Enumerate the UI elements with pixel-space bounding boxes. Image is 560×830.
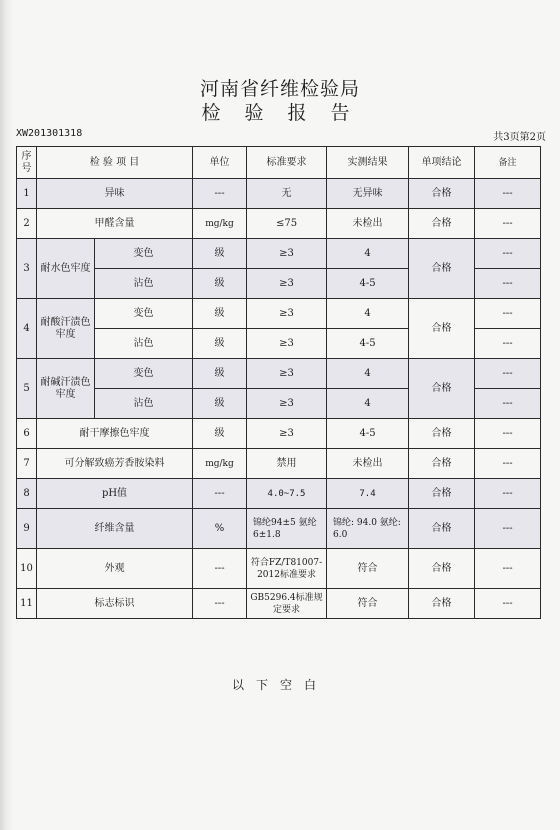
cell-remark: --- xyxy=(475,329,541,359)
cell-unit: 级 xyxy=(193,239,247,269)
cell-unit: --- xyxy=(193,589,247,619)
cell-unit: % xyxy=(193,509,247,549)
cell-result: 4 xyxy=(327,389,409,419)
table-row xyxy=(17,509,541,549)
cell-standard: ≥3 xyxy=(247,299,327,329)
col-seq: 序号 xyxy=(17,147,37,179)
cell-item: 甲醛含量 xyxy=(37,209,193,239)
cell-remark: --- xyxy=(475,549,541,589)
cell-conclusion: 合格 xyxy=(409,299,475,359)
cell-seq: 11 xyxy=(17,589,37,619)
cell-seq: 2 xyxy=(17,209,37,239)
table-row xyxy=(17,359,541,389)
cell-conclusion: 合格 xyxy=(409,509,475,549)
cell-subitem: 沾色 xyxy=(95,269,193,299)
cell-item: 耐干摩擦色牢度 xyxy=(37,419,193,449)
cell-unit: 级 xyxy=(193,359,247,389)
cell-seq: 1 xyxy=(17,179,37,209)
cell-remark: --- xyxy=(475,239,541,269)
cell-seq: 8 xyxy=(17,479,37,509)
cell-seq: 7 xyxy=(17,449,37,479)
cell-remark: --- xyxy=(475,359,541,389)
cell-seq: 4 xyxy=(17,299,37,359)
table-row xyxy=(17,449,541,479)
cell-result: 7.4 xyxy=(327,479,409,509)
cell-conclusion: 合格 xyxy=(409,479,475,509)
page-indicator: 共3页第2页 xyxy=(493,132,546,143)
cell-result: 4-5 xyxy=(327,269,409,299)
cell-unit: --- xyxy=(193,549,247,589)
cell-standard: ≥3 xyxy=(247,389,327,419)
cell-remark: --- xyxy=(475,449,541,479)
cell-remark: --- xyxy=(475,209,541,239)
cell-subitem: 沾色 xyxy=(95,329,193,359)
cell-remark: --- xyxy=(475,589,541,619)
table-row xyxy=(17,419,541,449)
cell-subitem: 沾色 xyxy=(95,389,193,419)
cell-unit: mg/kg xyxy=(193,449,247,479)
cell-unit: 级 xyxy=(193,299,247,329)
cell-standard: ≥3 xyxy=(247,359,327,389)
cell-conclusion: 合格 xyxy=(409,359,475,419)
cell-result: 4 xyxy=(327,239,409,269)
org-title: 河南省纤维检验局 xyxy=(199,78,360,100)
col-remark: 备注 xyxy=(475,147,541,179)
cell-result: 未检出 xyxy=(327,449,409,479)
cell-result: 符合 xyxy=(327,549,409,589)
cell-result: 无异味 xyxy=(327,179,409,209)
cell-standard: 无 xyxy=(247,179,327,209)
cell-conclusion: 合格 xyxy=(409,419,475,449)
cell-standard: ≥3 xyxy=(247,329,327,359)
table-row xyxy=(17,239,541,269)
cell-seq: 9 xyxy=(17,509,37,549)
cell-conclusion: 合格 xyxy=(409,549,475,589)
report-number: XW201301318 xyxy=(16,128,83,139)
cell-result: 符合 xyxy=(327,589,409,619)
cell-remark: --- xyxy=(475,509,541,549)
table-row xyxy=(17,549,541,589)
cell-result: 4-5 xyxy=(327,419,409,449)
inspection-table xyxy=(16,146,541,619)
cell-item: 耐水色牢度 xyxy=(37,239,95,299)
cell-result: 4 xyxy=(327,299,409,329)
cell-remark: --- xyxy=(475,179,541,209)
cell-item: 标志标识 xyxy=(37,589,193,619)
cell-conclusion: 合格 xyxy=(409,449,475,479)
cell-item: 可分解致癌芳香胺染料 xyxy=(37,449,193,479)
cell-item: 纤维含量 xyxy=(37,509,193,549)
cell-seq: 6 xyxy=(17,419,37,449)
cell-subitem: 变色 xyxy=(95,299,193,329)
cell-standard: ≥3 xyxy=(247,239,327,269)
col-result: 实测结果 xyxy=(327,147,409,179)
cell-item: pH值 xyxy=(37,479,193,509)
cell-result: 4 xyxy=(327,359,409,389)
cell-standard: ≥3 xyxy=(247,269,327,299)
table-row xyxy=(17,179,541,209)
cell-remark: --- xyxy=(475,419,541,449)
cell-item: 异味 xyxy=(37,179,193,209)
col-unit: 单位 xyxy=(193,147,247,179)
doc-title: 检 验 报 告 xyxy=(201,102,359,124)
table-row xyxy=(17,209,541,239)
cell-result: 未检出 xyxy=(327,209,409,239)
cell-unit: 级 xyxy=(193,269,247,299)
cell-remark: --- xyxy=(475,299,541,329)
cell-standard: 符合FZ/T81007-2012标准要求 xyxy=(247,549,327,589)
cell-standard: ≥3 xyxy=(247,419,327,449)
col-conclusion: 单项结论 xyxy=(409,147,475,179)
cell-standard: GB5296.4标准规定要求 xyxy=(247,589,327,619)
table-row xyxy=(17,589,541,619)
cell-subitem: 变色 xyxy=(95,359,193,389)
cell-remark: --- xyxy=(475,269,541,299)
cell-result: 4-5 xyxy=(327,329,409,359)
cell-subitem: 变色 xyxy=(95,239,193,269)
cell-seq: 3 xyxy=(17,239,37,299)
cell-remark: --- xyxy=(475,389,541,419)
cell-conclusion: 合格 xyxy=(409,239,475,299)
table-row xyxy=(17,479,541,509)
table-header-row xyxy=(17,147,541,179)
cell-standard: 禁用 xyxy=(247,449,327,479)
cell-conclusion: 合格 xyxy=(409,589,475,619)
cell-unit: --- xyxy=(193,179,247,209)
cell-unit: --- xyxy=(193,479,247,509)
cell-unit: 级 xyxy=(193,329,247,359)
cell-result: 锦纶: 94.0 氨纶: 6.0 xyxy=(327,509,409,549)
cell-standard: ≤75 xyxy=(247,209,327,239)
cell-item: 耐酸汗渍色牢度 xyxy=(37,299,95,359)
cell-remark: --- xyxy=(475,479,541,509)
cell-unit: mg/kg xyxy=(193,209,247,239)
cell-standard: 4.0~7.5 xyxy=(247,479,327,509)
cell-item: 外观 xyxy=(37,549,193,589)
cell-conclusion: 合格 xyxy=(409,209,475,239)
cell-standard: 锦纶94±5 氨纶6±1.8 xyxy=(247,509,327,549)
cell-seq: 10 xyxy=(17,549,37,589)
cell-seq: 5 xyxy=(17,359,37,419)
cell-unit: 级 xyxy=(193,389,247,419)
blank-below-note: 以下空白 xyxy=(231,678,328,692)
cell-item: 耐碱汗渍色牢度 xyxy=(37,359,95,419)
col-standard: 标准要求 xyxy=(247,147,327,179)
cell-conclusion: 合格 xyxy=(409,179,475,209)
cell-unit: 级 xyxy=(193,419,247,449)
col-item: 检 验 项 目 xyxy=(37,147,193,179)
table-row xyxy=(17,299,541,329)
